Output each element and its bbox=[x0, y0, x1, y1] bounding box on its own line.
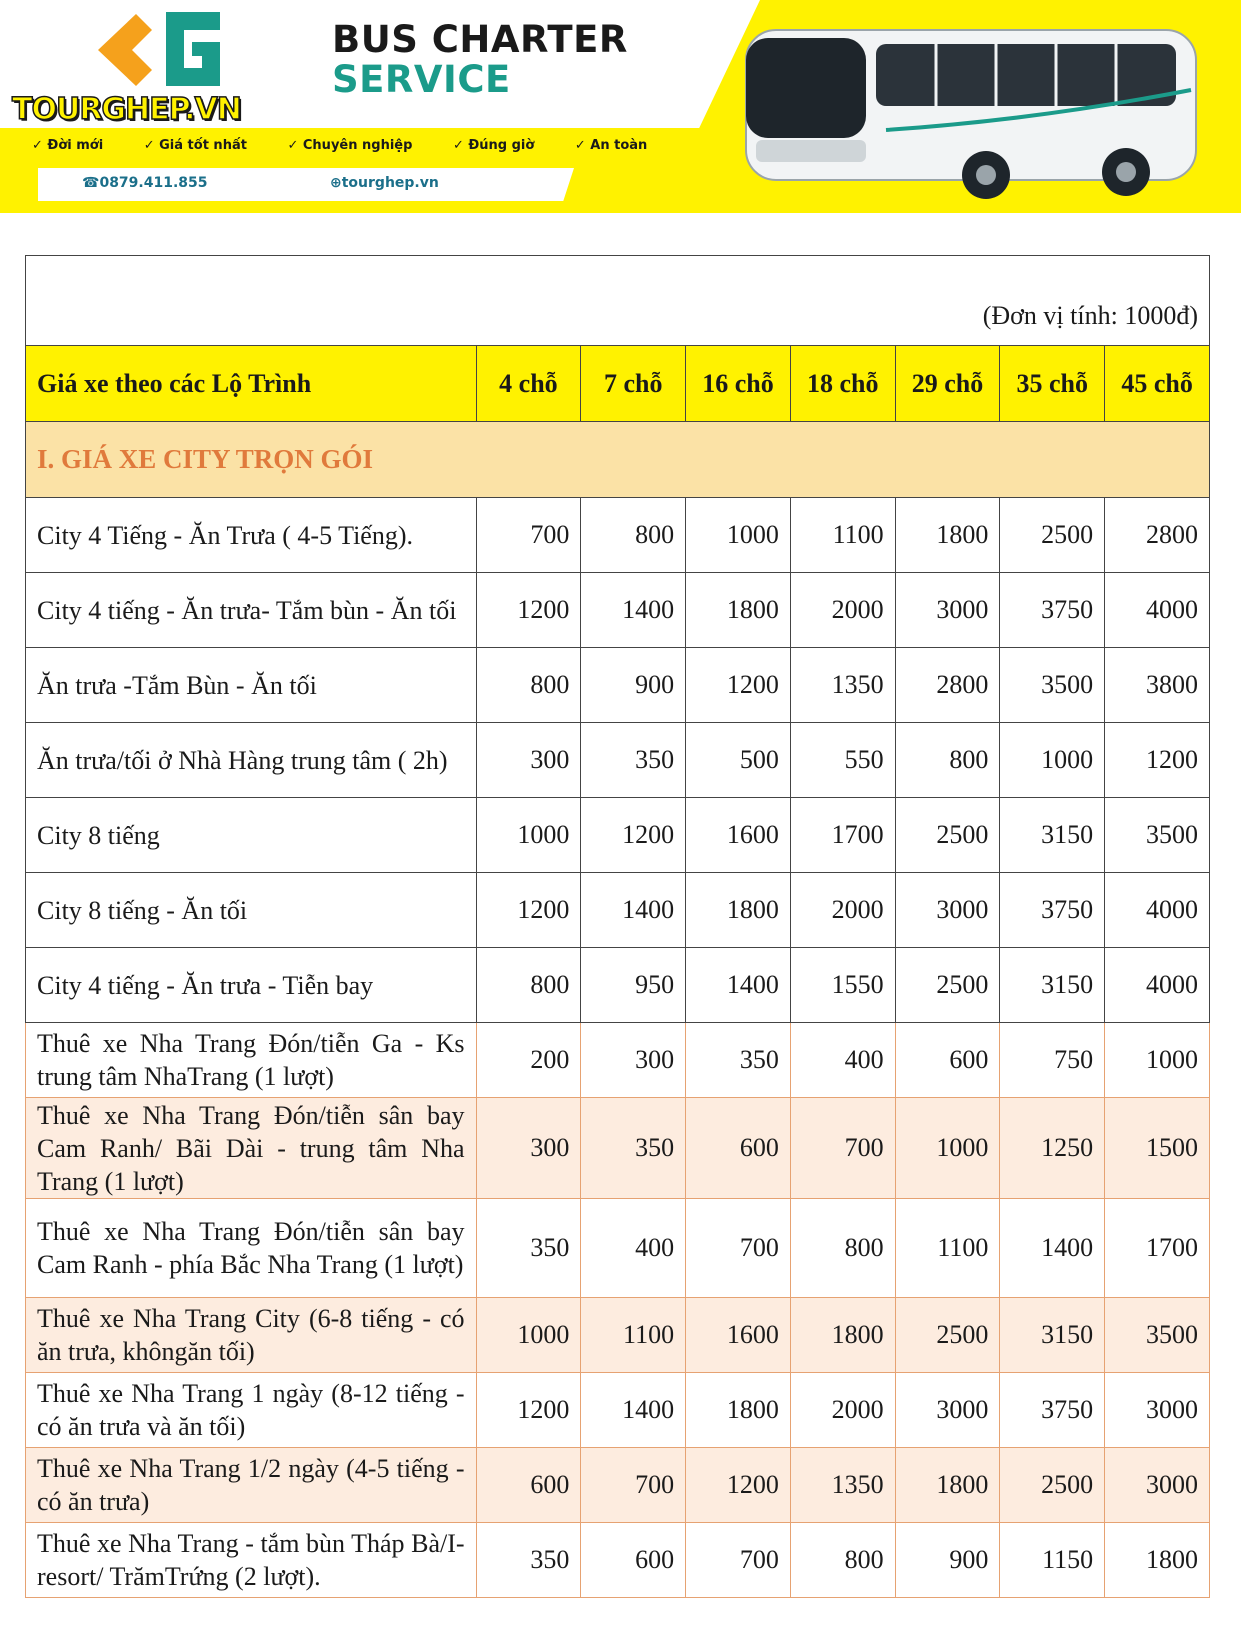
price-cell: 3500 bbox=[1105, 798, 1210, 873]
price-cell: 1150 bbox=[1000, 1523, 1105, 1598]
price-cell: 3750 bbox=[1000, 1373, 1105, 1448]
price-cell: 3500 bbox=[1105, 1298, 1210, 1373]
price-cell: 1550 bbox=[790, 948, 895, 1023]
price-cell: 1000 bbox=[686, 498, 791, 573]
feature-item: ✓ Giá tốt nhất bbox=[143, 138, 247, 153]
route-cell: City 8 tiếng bbox=[26, 798, 477, 873]
price-cell: 1000 bbox=[1105, 1023, 1210, 1098]
price-cell: 1000 bbox=[476, 1298, 581, 1373]
price-cell: 3150 bbox=[1000, 798, 1105, 873]
header-banner bbox=[0, 0, 1241, 213]
price-table bbox=[25, 255, 1210, 1598]
feature-label: Chuyên nghiệp bbox=[302, 138, 413, 153]
price-cell: 1200 bbox=[581, 798, 686, 873]
banner-title-line2: SERVICE bbox=[332, 58, 511, 101]
table-row bbox=[26, 798, 1210, 873]
price-cell: 600 bbox=[476, 1448, 581, 1523]
price-cell: 3750 bbox=[1000, 573, 1105, 648]
table-row bbox=[26, 498, 1210, 573]
price-cell: 2800 bbox=[895, 648, 1000, 723]
price-cell: 2500 bbox=[895, 948, 1000, 1023]
table-row bbox=[26, 1373, 1210, 1448]
price-cell: 1200 bbox=[1105, 723, 1210, 798]
price-cell: 1250 bbox=[1000, 1098, 1105, 1199]
price-cell: 3000 bbox=[895, 873, 1000, 948]
price-cell: 3000 bbox=[1105, 1448, 1210, 1523]
table-row bbox=[26, 1098, 1210, 1199]
feature-item: ✓ Đời mới bbox=[32, 138, 104, 153]
unit-row bbox=[26, 256, 1210, 346]
price-cell: 1200 bbox=[686, 648, 791, 723]
banner-title-line1: BUS CHARTER bbox=[332, 18, 628, 61]
price-cell: 700 bbox=[686, 1199, 791, 1298]
price-cell: 1400 bbox=[581, 873, 686, 948]
price-cell: 2500 bbox=[895, 798, 1000, 873]
table-header-row bbox=[26, 346, 1210, 422]
price-cell: 800 bbox=[476, 648, 581, 723]
globe-icon: ⊕ bbox=[330, 175, 342, 191]
route-cell: Thuê xe Nha Trang Đón/tiễn Ga - Ks trung tâm NhaTrang (1 lượt) bbox=[26, 1023, 477, 1098]
price-cell: 2500 bbox=[1000, 1448, 1105, 1523]
price-cell: 1100 bbox=[895, 1199, 1000, 1298]
column-header-29-seat: 29 chỗ bbox=[895, 346, 1000, 422]
section-row bbox=[26, 422, 1210, 498]
column-header-4-seat: 4 chỗ bbox=[476, 346, 581, 422]
price-cell: 300 bbox=[476, 723, 581, 798]
feature-item: ✓ Đúng giờ bbox=[452, 138, 535, 153]
route-cell: Ăn trưa -Tắm Bùn - Ăn tối bbox=[26, 648, 477, 723]
price-cell: 1800 bbox=[686, 1373, 791, 1448]
price-cell: 1400 bbox=[581, 1373, 686, 1448]
feature-label: Giá tốt nhất bbox=[159, 138, 247, 153]
price-cell: 1400 bbox=[1000, 1199, 1105, 1298]
route-cell: City 4 tiếng - Ăn trưa - Tiễn bay bbox=[26, 948, 477, 1023]
price-cell: 2000 bbox=[790, 1373, 895, 1448]
column-header-route: Giá xe theo các Lộ Trình bbox=[26, 346, 477, 422]
price-cell: 4000 bbox=[1105, 948, 1210, 1023]
price-cell: 700 bbox=[476, 498, 581, 573]
price-cell: 700 bbox=[686, 1523, 791, 1598]
price-cell: 4000 bbox=[1105, 573, 1210, 648]
price-cell: 2500 bbox=[895, 1298, 1000, 1373]
table-row bbox=[26, 573, 1210, 648]
price-cell: 200 bbox=[476, 1023, 581, 1098]
price-cell: 3800 bbox=[1105, 648, 1210, 723]
price-cell: 1800 bbox=[790, 1298, 895, 1373]
route-cell: City 4 Tiếng - Ăn Trưa ( 4-5 Tiếng). bbox=[26, 498, 477, 573]
price-cell: 3750 bbox=[1000, 873, 1105, 948]
price-cell: 3150 bbox=[1000, 948, 1105, 1023]
route-cell: City 4 tiếng - Ăn trưa- Tắm bùn - Ăn tối bbox=[26, 573, 477, 648]
price-cell: 1000 bbox=[476, 798, 581, 873]
price-cell: 3000 bbox=[895, 1373, 1000, 1448]
feature-label: Đời mới bbox=[47, 138, 104, 153]
price-cell: 350 bbox=[476, 1199, 581, 1298]
price-cell: 1100 bbox=[581, 1298, 686, 1373]
column-header-35-seat: 35 chỗ bbox=[1000, 346, 1105, 422]
price-cell: 900 bbox=[895, 1523, 1000, 1598]
table-row bbox=[26, 873, 1210, 948]
route-cell: Thuê xe Nha Trang 1/2 ngày (4-5 tiếng - có ăn trưa) bbox=[26, 1448, 477, 1523]
column-header-45-seat: 45 chỗ bbox=[1105, 346, 1210, 422]
price-cell: 400 bbox=[790, 1023, 895, 1098]
price-cell: 1600 bbox=[686, 1298, 791, 1373]
contact-phone[interactable] bbox=[82, 175, 208, 191]
price-cell: 1500 bbox=[1105, 1098, 1210, 1199]
price-cell: 800 bbox=[581, 498, 686, 573]
feature-item: ✓ Chuyên nghiệp bbox=[287, 138, 413, 153]
price-cell: 300 bbox=[476, 1098, 581, 1199]
price-cell: 1200 bbox=[686, 1448, 791, 1523]
price-cell: 800 bbox=[790, 1199, 895, 1298]
route-cell: Ăn trưa/tối ở Nhà Hàng trung tâm ( 2h) bbox=[26, 723, 477, 798]
tourghep-logo-icon bbox=[88, 6, 228, 94]
price-cell: 700 bbox=[790, 1098, 895, 1199]
price-cell: 600 bbox=[895, 1023, 1000, 1098]
price-cell: 800 bbox=[790, 1523, 895, 1598]
price-table-body bbox=[26, 498, 1210, 1598]
price-cell: 1800 bbox=[895, 1448, 1000, 1523]
price-cell: 600 bbox=[686, 1098, 791, 1199]
feature-label: An toàn bbox=[590, 138, 648, 153]
price-cell: 800 bbox=[895, 723, 1000, 798]
table-row bbox=[26, 1023, 1210, 1098]
price-cell: 1200 bbox=[476, 1373, 581, 1448]
route-cell: Thuê xe Nha Trang Đón/tiễn sân bay Cam Ranh/ Bãi Dài - trung tâm Nha Trang (1 lượt) bbox=[26, 1098, 477, 1199]
table-row bbox=[26, 1298, 1210, 1373]
price-cell: 550 bbox=[790, 723, 895, 798]
price-cell: 400 bbox=[581, 1199, 686, 1298]
price-cell: 1000 bbox=[1000, 723, 1105, 798]
price-cell: 1350 bbox=[790, 648, 895, 723]
table-row bbox=[26, 648, 1210, 723]
price-cell: 3000 bbox=[1105, 1373, 1210, 1448]
price-cell: 2000 bbox=[790, 873, 895, 948]
feature-item: ✓ An toàn bbox=[574, 138, 648, 153]
price-cell: 350 bbox=[476, 1523, 581, 1598]
price-cell: 1800 bbox=[686, 873, 791, 948]
price-cell: 350 bbox=[581, 1098, 686, 1199]
price-cell: 350 bbox=[581, 723, 686, 798]
price-cell: 500 bbox=[686, 723, 791, 798]
price-cell: 1400 bbox=[686, 948, 791, 1023]
price-cell: 1700 bbox=[790, 798, 895, 873]
price-cell: 1800 bbox=[1105, 1523, 1210, 1598]
feature-list bbox=[32, 138, 683, 153]
price-cell: 750 bbox=[1000, 1023, 1105, 1098]
price-cell: 700 bbox=[581, 1448, 686, 1523]
price-cell: 1700 bbox=[1105, 1199, 1210, 1298]
price-cell: 1600 bbox=[686, 798, 791, 873]
unit-note: (Đơn vị tính: 1000đ) bbox=[26, 256, 1210, 346]
route-cell: City 8 tiếng - Ăn tối bbox=[26, 873, 477, 948]
price-cell: 1800 bbox=[895, 498, 1000, 573]
price-cell: 3150 bbox=[1000, 1298, 1105, 1373]
price-cell: 3500 bbox=[1000, 648, 1105, 723]
price-cell: 900 bbox=[581, 648, 686, 723]
price-cell: 300 bbox=[581, 1023, 686, 1098]
column-header-18-seat: 18 chỗ bbox=[790, 346, 895, 422]
route-cell: Thuê xe Nha Trang 1 ngày (8-12 tiếng - có ăn trưa và ăn tối) bbox=[26, 1373, 477, 1448]
price-cell: 1200 bbox=[476, 573, 581, 648]
logo-wordmark: TOURGHEP.VN bbox=[12, 92, 241, 127]
table-row bbox=[26, 723, 1210, 798]
price-cell: 1350 bbox=[790, 1448, 895, 1523]
price-cell: 1000 bbox=[895, 1098, 1000, 1199]
price-cell: 1200 bbox=[476, 873, 581, 948]
route-cell: Thuê xe Nha Trang - tắm bùn Tháp Bà/I-resort/ TrămTrứng (2 lượt). bbox=[26, 1523, 477, 1598]
column-header-7-seat: 7 chỗ bbox=[581, 346, 686, 422]
price-cell: 2500 bbox=[1000, 498, 1105, 573]
price-cell: 1800 bbox=[686, 573, 791, 648]
table-row bbox=[26, 1448, 1210, 1523]
price-cell: 1100 bbox=[790, 498, 895, 573]
price-cell: 3000 bbox=[895, 573, 1000, 648]
website-text: tourghep.vn bbox=[341, 175, 439, 191]
price-cell: 2000 bbox=[790, 573, 895, 648]
feature-label: Đúng giờ bbox=[468, 138, 535, 153]
table-row bbox=[26, 948, 1210, 1023]
contact-website[interactable] bbox=[330, 175, 439, 191]
route-cell: Thuê xe Nha Trang Đón/tiễn sân bay Cam Ranh - phía Bắc Nha Trang (1 lượt) bbox=[26, 1199, 477, 1298]
section-title: I. GIÁ XE CITY TRỌN GÓI bbox=[26, 422, 1210, 498]
bus-image-icon bbox=[736, 10, 1206, 206]
price-cell: 800 bbox=[476, 948, 581, 1023]
price-cell: 950 bbox=[581, 948, 686, 1023]
price-cell: 4000 bbox=[1105, 873, 1210, 948]
column-header-16-seat: 16 chỗ bbox=[686, 346, 791, 422]
price-cell: 600 bbox=[581, 1523, 686, 1598]
price-cell: 350 bbox=[686, 1023, 791, 1098]
table-row bbox=[26, 1199, 1210, 1298]
route-cell: Thuê xe Nha Trang City (6-8 tiếng - có ăn trưa, khôngăn tối) bbox=[26, 1298, 477, 1373]
phone-text: 0879.411.855 bbox=[99, 175, 208, 191]
phone-icon: ☎ bbox=[82, 175, 100, 191]
price-cell: 1400 bbox=[581, 573, 686, 648]
price-cell: 2800 bbox=[1105, 498, 1210, 573]
table-row bbox=[26, 1523, 1210, 1598]
